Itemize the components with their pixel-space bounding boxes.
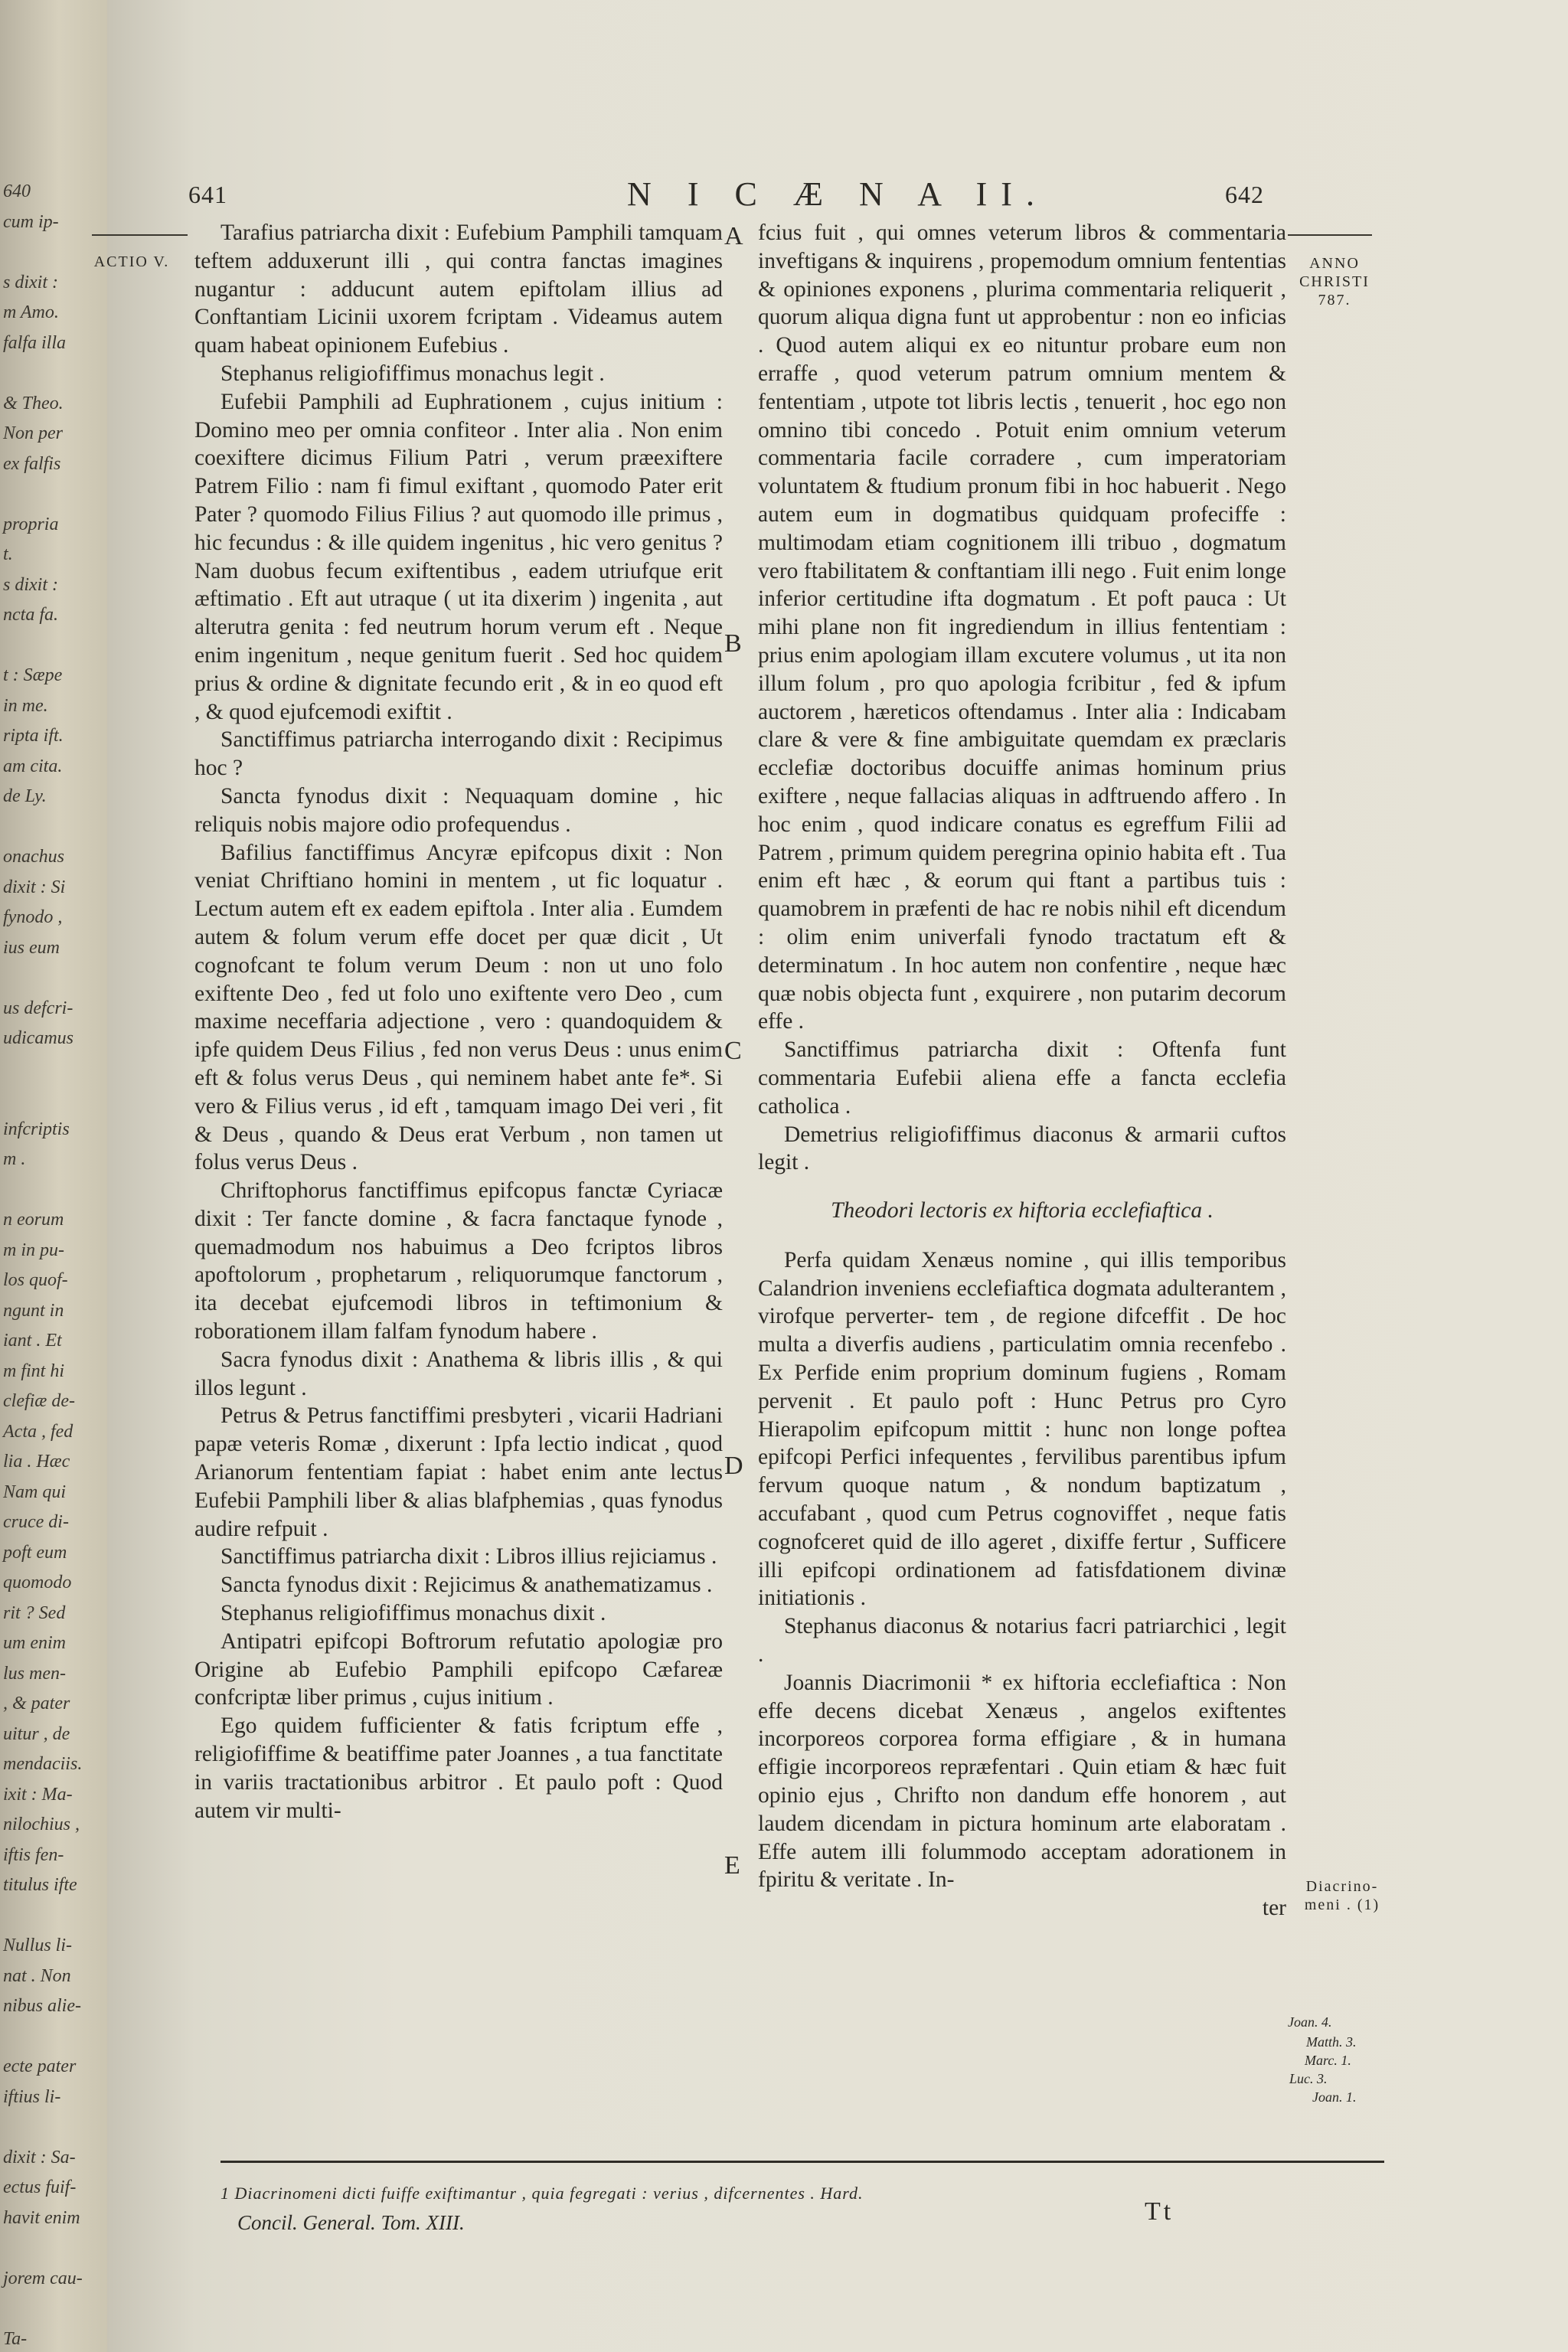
right-text-column [758, 219, 1286, 1922]
previous-page-line: dixit : Sa- [3, 2147, 76, 2167]
diacrinomeni-marginal: Diacrino- meni . (1) [1304, 1878, 1380, 1913]
paragraph: Stephanus religiofiffimus monachus legit . [220, 361, 605, 386]
previous-page-line: lia . Hæc [3, 1452, 70, 1472]
paragraph: Demetrius religiofiffimus diaconus & armarii cuftos legit . [758, 1122, 1286, 1175]
previous-page-line: ngunt in [3, 1300, 64, 1321]
paragraph: Sanctiffimus patriarcha dixit : Libros illius rejiciamus . [220, 1544, 717, 1570]
paragraph: Sanctiffimus patriarcha interrogando dixit : Recipimus hoc ? [194, 727, 723, 781]
header-rule-left [92, 234, 188, 236]
previous-page-line: iant . Et [3, 1331, 62, 1351]
previous-page-line: um enim [3, 1633, 66, 1653]
previous-page-line: mendaciis. [3, 1754, 83, 1774]
ref-joan-4: Joan. 4. [1288, 2014, 1332, 2030]
paragraph: Stephanus diaconus & notarius facri patriarchici , legit . [758, 1614, 1286, 1668]
previous-page-line: infcriptis [3, 1119, 70, 1139]
paragraph: Antipatri epifcopi Boftrorum refutatio apologiæ pro Origine ab Eufebio Pamphili epifcopo Cæfareæ confcriptæ liber primus , cujus initium . [194, 1628, 723, 1710]
signature-mark: Tt [1145, 2197, 1174, 2226]
previous-page-line: udicamus [3, 1028, 74, 1048]
running-title: N I C Æ N A II. [627, 175, 1048, 213]
paragraph: Eufebii Pamphili ad Euphrationem , cujus initium : Domino meo per omnia confiteor . Inter alia . Non enim coexiftere dicimus Filium Patri , verum præexiftere Patrem Filio : nam fi fimul exiftant , quomodo Pater erit Pater ? quomodo Filius Filius ? aut quomodo ille primus , hic fecundus : & ille quidem ingenitus , hic vero genitus ? Nam duobus fecum exiftentibus , eadem utriufque erit æftimatio . Eft aut utraque ( ut ita dixerim ) ingenita , aut alterutra genita : fed neutrum horum verum eft . Neque enim ingenitum , neque genitum fuerit . Sed hoc quidem prius & ordine & dignitate fecundo erit , & in eo quod eft , & quod ejufcemodi exiftit . [194, 389, 723, 724]
paragraph: Perfa quidam Xenæus nomine , qui illis temporibus Calandrion inveniens ecclefiaftica dogmata adulterantem , virofque perverter- tem , de regione difceffit . De hoc multa a diverfis audiens , particulatim omnia recenfebo . Ex Perfide enim proprium dominum fugiens , Romam pervenit . Et paulo poft : Hunc Petrus pro Cyro Hierapolim epifcopum mittit : hunc non longe poftea epifcopi Perfici infequentes , fervilibus parentibus ipfum fervum quoque natum , & nondum baptizatum , accufabant , quod cum Petrus cognoviffet , neque fatis cognofceret quid de illo ageret , dixiffe fertur , Sufficere illi epifcopi ordinationem ad fatisfdationem divinæ initiationis . [758, 1247, 1286, 1611]
paragraph: Sancta fynodus dixit : Nequaquam domine , hic reliquis nobis majore odio profequendus . [194, 783, 723, 837]
previous-page-line: m Amo. [3, 302, 59, 322]
book-page [93, 0, 1568, 2352]
paragraph: Sacra fynodus dixit : Anathema & libris illis , & qui illos legunt . [194, 1347, 723, 1400]
previous-page-line: Ta- [3, 2328, 28, 2349]
section-letter-d: D [724, 1452, 743, 1480]
page-header [107, 175, 1568, 220]
previous-page-line: dixit : Si [3, 877, 66, 897]
previous-page-line: ixit : Ma- [3, 1784, 73, 1805]
section-heading: Theodori lectoris ex hiftoria ecclefiaftica . [831, 1198, 1214, 1223]
previous-page-line: m fint hi [3, 1361, 65, 1381]
previous-page-line: s dixit : [3, 574, 58, 595]
previous-page-line: havit enim [3, 2207, 80, 2228]
previous-page-line: onachus [3, 847, 64, 867]
page-number-left: 641 [188, 181, 227, 208]
section-letter-e: E [724, 1851, 740, 1880]
previous-page-line: t. [3, 544, 13, 564]
previous-page-line: jorem cau- [3, 2268, 83, 2288]
previous-page-line: Nullus li- [3, 1936, 73, 1955]
previous-page-line: ecte pater [3, 2056, 77, 2076]
ref-luc-3: Luc. 3. [1289, 2071, 1328, 2086]
previous-page-line: ex falfis [3, 453, 61, 474]
ref-marc-1: Marc. 1. [1305, 2053, 1351, 2068]
previous-page-line: clefiæ de- [3, 1391, 75, 1411]
previous-page-line: cruce di- [3, 1512, 69, 1532]
previous-page-line: de Ly. [3, 786, 47, 806]
paragraph: Petrus & Petrus fanctiffimi presbyteri , vicarii Hadriani papæ veteris Romæ , dixerunt : Ipfa lectio indicat , quod Arianorum fententiam fapiat : habet enim ante lectus Eufebii Pamphili liber & alias blafphemias , quas fynodus audire refpuit . [194, 1403, 723, 1541]
previous-page-line: fynodo , [3, 907, 63, 927]
previous-page-line: & Theo. [3, 393, 64, 413]
previous-page-line: Nam qui [3, 1481, 67, 1502]
footnote-rule [220, 2161, 1384, 2163]
paragraph: Sancta fynodus dixit : Rejicimus & anathematizamus . [220, 1573, 713, 1598]
actio-marginal: ACTIO V. [93, 253, 170, 270]
previous-page-line: t : Sæpe [3, 665, 63, 685]
paragraph: Stephanus religiofiffimus monachus dixit . [220, 1601, 606, 1626]
page-number-right: 642 [1225, 181, 1264, 208]
previous-page-line: 640 [3, 181, 31, 201]
previous-page-line: falfa illa [3, 332, 67, 353]
previous-page-line: nat . Non [3, 1965, 71, 1986]
catchword: ter [1262, 1896, 1286, 1921]
previous-page-line: in me. [3, 695, 48, 716]
previous-page-line: titulus ifte [3, 1875, 77, 1895]
previous-page-line: lus men- [3, 1663, 66, 1684]
previous-page-line: los quof- [3, 1270, 68, 1290]
previous-page-line: poft eum [3, 1542, 67, 1563]
previous-page-line: propria [3, 514, 59, 534]
previous-page-line: , & pater [3, 1694, 70, 1713]
previous-page-line: ectus fuif- [3, 2177, 77, 2197]
previous-page-line: s dixit : [3, 272, 58, 292]
previous-page-line: iftius li- [3, 2086, 61, 2107]
previous-page-line: us defcri- [3, 998, 74, 1018]
previous-page-line: rit ? Sed [3, 1602, 66, 1623]
previous-page-line: Non per [3, 423, 63, 443]
paragraph: fcius fuit , qui omnes veterum libros & commentaria inveftigans & inquirens , propemodum omnium fententias & opiniones exponens , plurima commentaria reliquerit , quorum aliqua digna funt ut approbentur : non eo inficias . Quod autem aliqui ex eo nituntur probare eum non erraffe , quod veterum patrum omnium mentem & fententiam , utpote tot libris lectis , tenuerit , hoc ego non omnino tibi concedo . Potuit enim omnium veterum commentaria facile corradere , cum imperatoriam voluntatem & ftudium pronum fibi in hoc habuerit . Nego autem eum in dogmatibus quidquam profeciffe : multimodam etiam cognitionem illi tribuo , dogmatum vero ftabilitatem & conftantiam illi nego . Fuit enim longe inferior certitudine ifta dogmatum . Et poft pauca : Ut mihi plane non fit ingrediendum in illius fententiam : prius enim apologiam illam excutere volumus , ut ita non illum folum , pro quo apologia fcribitur , fed & ipfum auctorem , hæreticos oftendamus . Inter alia : Indicabam clare & vere & fine ambiguitate quemdam ex præclaris ecclefiæ doctoribus docuiffe animas hominum prius exiftere , neque fallacias aliquas in adftruendo affero . In hoc enim , quod indicare conatus es egreffum Filii ad Patrem , primum quidem peregrina opinio habita eft . Tua enim eft hæc , & eorum qui ftant a partibus tuis : quamobrem in præfenti de hac re nobis nihil eft dicendum : olim enim univerfali fynodo tractatum eft & determinatum . In hoc autem non confentire , neque hæc quæ nobis objecta funt , exquirere , non putarim decorum effe . [758, 220, 1286, 1034]
ref-joan-1: Joan. 1. [1312, 2089, 1357, 2105]
previous-page-line: ripta ift. [3, 726, 64, 746]
previous-page-line: am cita. [3, 756, 63, 776]
left-text-column [194, 219, 723, 1824]
previous-page-line: cum ip- [3, 211, 59, 232]
paragraph: Ego quidem fufficienter & fatis fcriptum effe , religiofiffime & beatiffime pater Joannes , a tua fanctitate in variis tractationibus arbitror . Et paulo poft : Quod autem vir multi- [194, 1713, 723, 1823]
paragraph: Sanctiffimus patriarcha dixit : Oftenfa funt commentaria Eufebii aliena effe a fancta ecclefia catholica . [758, 1037, 1286, 1119]
section-letter-b: B [724, 629, 742, 658]
previous-page-line: quomodo [3, 1573, 72, 1592]
previous-page-line: nilochius , [3, 1815, 80, 1834]
previous-page-line: nibus alie- [3, 1996, 81, 2016]
volume-signature: Concil. General. Tom. XIII. [237, 2211, 465, 2234]
previous-page-line: ncta fa. [3, 605, 58, 625]
previous-page-line: m in pu- [3, 1240, 64, 1260]
previous-page-line: ius eum [3, 937, 60, 958]
paragraph: Chriftophorus fanctiffimus epifcopus fanctæ Cyriacæ dixit : Ter fancte domine , & facra fanctaque fynode , quemadmodum nos habuimus a Deo fcriptos libros apoftolorum , prophetarum , reliquorumque fanctorum , ita decebat ejufcemodi libros in teftimonium & roborationem illam falfam fynodum habere . [194, 1178, 723, 1344]
previous-page-line: Acta , fed [3, 1421, 74, 1442]
paragraph: Joannis Diacrimonii * ex hiftoria ecclefiaftica : Non effe decens dicebat Xenæus , angelos exiftentes incorporeos corporea forma effigiare , & in humana effigie incorporeos repræfentari . Quin etiam & hæc fuit opinio ejus , Chrifto non dandum effe honorem , aut laudem dicendam in pictura hominum arte elaboratam . Effe autem illi folummodo acceptam adorationem in fpiritu & veritate . In- [758, 1670, 1286, 1893]
header-rule-right [1288, 234, 1372, 236]
section-letter-a: A [724, 222, 743, 250]
footnote: 1 Diacrinomeni dicti fuiffe exiftimantur , quia fegregati : verius , difcernentes . Hard. [220, 2184, 864, 2203]
ref-matth-3: Matth. 3. [1306, 2034, 1357, 2050]
previous-page-line: m . [3, 1149, 26, 1169]
section-letter-c: C [724, 1037, 742, 1065]
previous-page-line: n eorum [3, 1210, 64, 1230]
anno-marginal: ANNO CHRISTI 787. [1299, 255, 1370, 309]
paragraph: Tarafius patriarcha dixit : Eufebium Pamphili tamquam teftem adduxerunt illi , qui contra fanctas imagines nugantur : adducunt autem epiftolam illius ad Conftantiam Licinii uxorem fcriptam . Videamus autem quam habeat opinionem Eufebius . [194, 220, 723, 358]
previous-page-edge [0, 0, 107, 2352]
previous-page-line: iftis fen- [3, 1844, 64, 1865]
previous-page-line: uitur , de [3, 1723, 70, 1744]
paragraph: Bafilius fanctiffimus Ancyræ epifcopus dixit : Non veniat Chriftiano homini in mentem , ut fic loquatur . Lectum autem eft ex eadem epiftola . Inter alia . Eumdem autem & folum verum effe docet per quæ dicit , Ut cognofcant te folum verum Deum : non ut uno folo exiftente Deo , fed ut folo uno exiftente vero Deo , cum maxime neceffaria adjectione , vero : quandoquidem & ipfe quidem Deus Filius , fed non verus Deus : unus enim eft & folus verus Deus , qui neminem habet ante fe*. Si vero & Filius verus , id eft , tamquam imago Dei veri , fit & Deus , quando & Deus erat Verbum , non tamen ut folus verus Deus . [194, 840, 723, 1175]
